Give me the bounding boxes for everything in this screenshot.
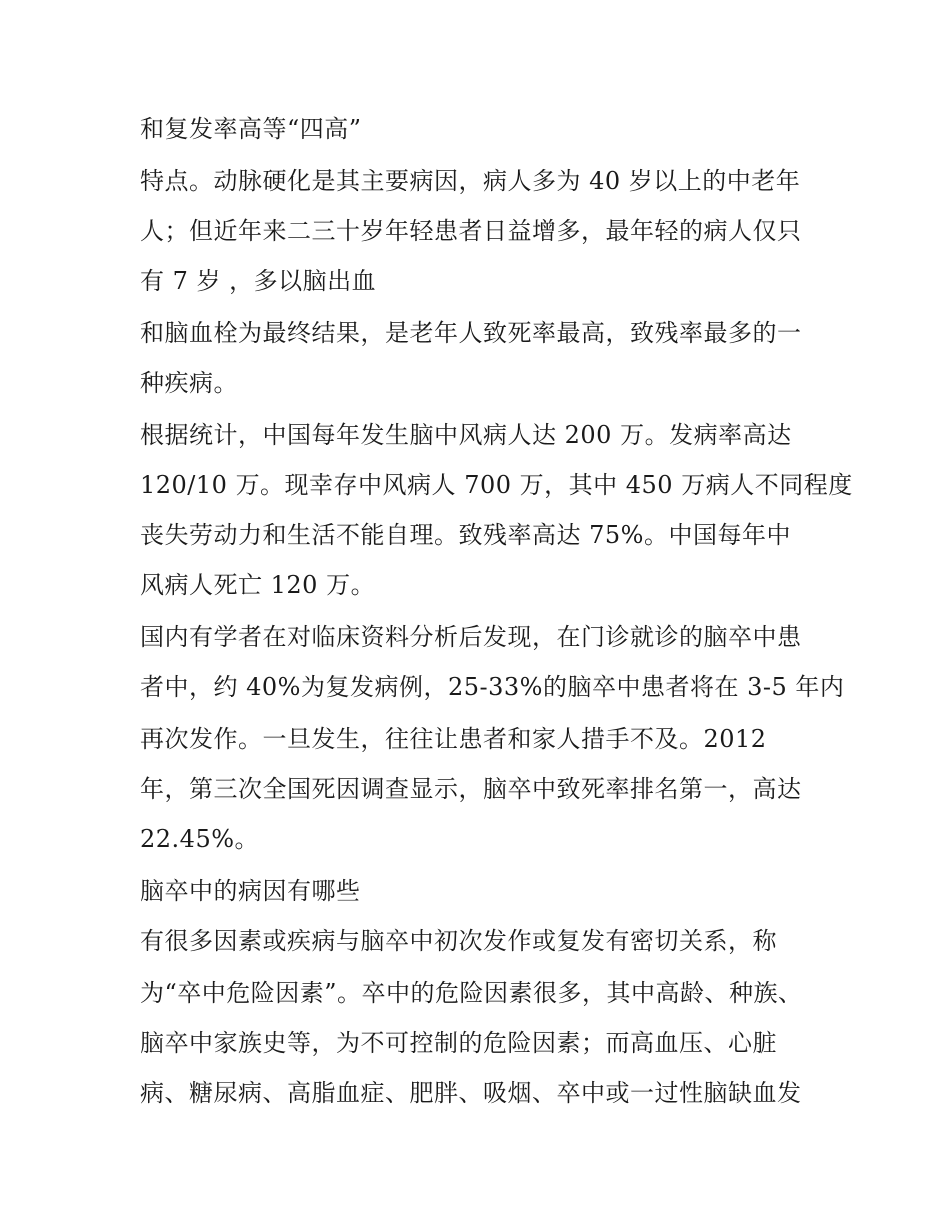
text-line-15: 22.45%。 (140, 825, 260, 853)
text-line-5: 和脑血栓为最终结果，是老年人致死率最高，致残率最多的一 (140, 319, 802, 347)
text-line-10: 风病人死亡 120 万。 (140, 571, 376, 599)
text-line-12: 者中，约 40%为复发病例，25-33%的脑卒中患者将在 3-5 年内 (140, 673, 845, 701)
text-line-9: 丧失劳动力和生活不能自理。致残率高达 75%。中国每年中 (140, 521, 791, 549)
text-line-11: 国内有学者在对临床资料分析后发现，在门诊就诊的脑卒中患 (140, 623, 802, 651)
section-heading: 脑卒中的病因有哪些 (140, 877, 361, 905)
text-line-19: 脑卒中家族史等，为不可控制的危险因素；而高血压、心脏 (140, 1029, 777, 1057)
text-line-8: 120/10 万。现幸存中风病人 700 万，其中 450 万病人不同程度 (140, 471, 853, 499)
text-line-1: 和复发率高等“四高” (140, 115, 362, 143)
text-line-13: 再次发作。一旦发生，往往让患者和家人措手不及。2012 (140, 725, 767, 753)
text-line-18: 为“卒中危险因素”。卒中的危险因素很多，其中高龄、种族、 (140, 979, 803, 1007)
text-line-14: 年，第三次全国死因调查显示，脑卒中致死率排名第一，高达 (140, 775, 802, 803)
text-line-4: 有 7 岁 ，多以脑出血 (140, 267, 377, 295)
text-line-17: 有很多因素或疾病与脑卒中初次发作或复发有密切关系，称 (140, 927, 777, 955)
text-line-7: 根据统计，中国每年发生脑中风病人达 200 万。发病率高达 (140, 421, 792, 449)
text-line-3: 人；但近年来二三十岁年轻患者日益增多，最年轻的病人仅只 (140, 217, 802, 245)
text-line-20: 病、糖尿病、高脂血症、肥胖、吸烟、卒中或一过性脑缺血发 (140, 1079, 802, 1107)
text-line-2: 特点。动脉硬化是其主要病因，病人多为 40 岁以上的中老年 (140, 167, 801, 195)
text-line-6: 种疾病。 (140, 369, 238, 397)
